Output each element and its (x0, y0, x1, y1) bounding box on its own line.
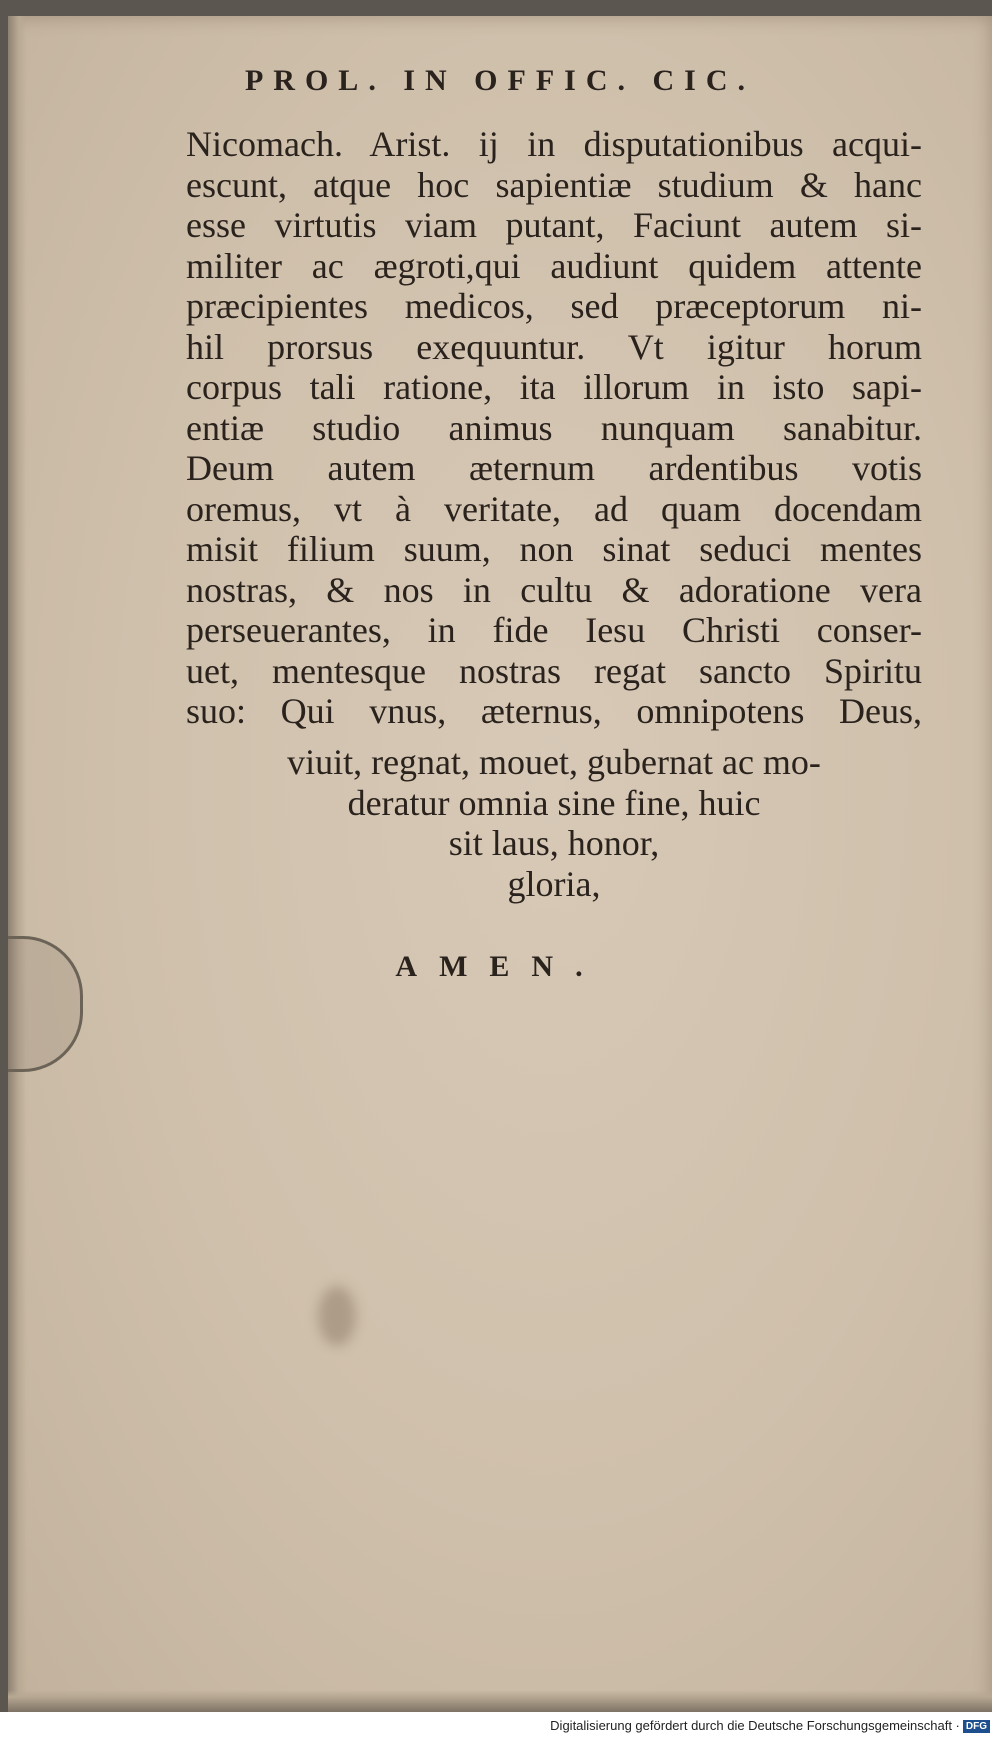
text-line-4: militer ac ægroti,qui audiunt quidem attente (186, 245, 922, 286)
body-text (186, 124, 922, 732)
page-edge-left (8, 16, 26, 1712)
amen-word: AMEN. (395, 950, 605, 983)
text-line-9: Deum autem æternum ardentibus votis (186, 448, 922, 488)
text-line-7: corpus tali ratione, ita illorum in isto sapi- (186, 367, 922, 407)
digitization-credit (550, 1718, 990, 1733)
running-header: PROL. IN OFFIC. CIC. (244, 64, 755, 97)
text-line-15: suo: Qui vnus, æternus, omnipotens Deus, (186, 691, 922, 731)
text-line-3: esse virtutis viam putant, Faciunt autem si- (186, 205, 922, 245)
closing-line-1: viuit, regnat, mouet, gubernat ac mo- (287, 742, 821, 782)
text-line-6: hil prorsus exequuntur. Vt igitur horum (186, 326, 922, 367)
closing-line-3: sit laus, honor, (448, 823, 660, 863)
text-line-10: oremus, vt à veritate, ad quam docendam (186, 488, 922, 529)
text-line-11: misit filium suum, non sinat seduci mentes (186, 529, 922, 569)
credit-text: Digitalisierung gefördert durch die Deutsche Forschungsgemeinschaft · (550, 1718, 960, 1733)
text-line-14: uet, mentesque nostras regat sancto Spiritu (186, 650, 922, 691)
text-line-1: Nicomach. Arist. ij in disputationibus acqui- (186, 124, 922, 164)
closing-text (186, 742, 922, 904)
text-line-12: nostras, & nos in cultu & adoratione vera (186, 569, 922, 610)
dfg-logo-icon: DFG (963, 1720, 990, 1733)
text-line-5: præcipientes medicos, sed præceptorum ni- (186, 286, 922, 326)
page-edge-bottom (8, 1690, 992, 1712)
closing-line-4: gloria, (507, 863, 601, 904)
closing-line-2: deratur omnia sine fine, huic (347, 782, 761, 823)
text-line-2: escunt, atque hoc sapientiæ studium & hanc (186, 164, 922, 205)
paper-stain (318, 1286, 356, 1346)
text-line-8: entiæ studio animus nunquam sanabitur. (186, 407, 922, 448)
text-line-13: perseuerantes, in fide Iesu Christi conser- (186, 610, 922, 650)
